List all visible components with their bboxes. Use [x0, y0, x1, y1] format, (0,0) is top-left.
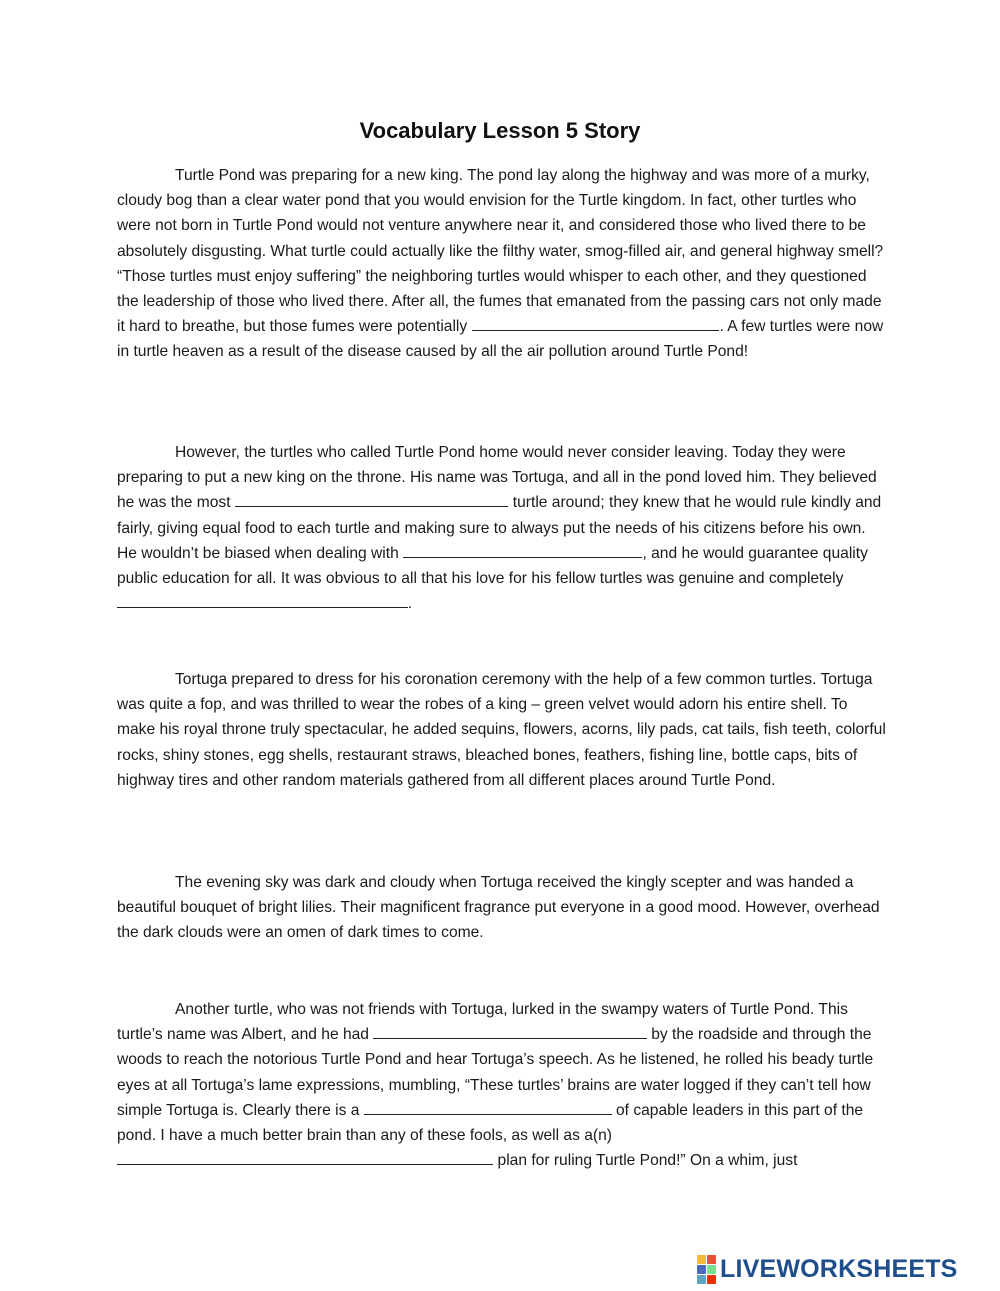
paragraph-text: Another turtle, who was not friends with Tortuga, lurked in the swampy waters of Turtle Pond. This turtle’s name was Albert, and he had: [117, 1001, 848, 1044]
paragraph-text: .: [407, 595, 413, 613]
paragraph-text: However, the turtles who called Turtle Pond home would never consider leaving. Today they were preparing to put a new king on the throne. His name was Tortuga, and all in the pond loved him. They believed he was the most: [117, 444, 877, 512]
paragraph-text: The evening sky was dark and cloudy when Tortuga received the kingly scepter and was handed a beautiful bouquet of bright lilies. Their magnificent fragrance put everyone in a good mood. However, overhead the dark clouds were an omen of dark times to come.: [117, 874, 880, 942]
logo-block: [707, 1275, 716, 1284]
story-paragraph-1: [117, 163, 887, 365]
logo-block: [697, 1265, 706, 1274]
answer-blank-4[interactable]: [117, 591, 408, 608]
logo-block: [697, 1255, 706, 1264]
answer-blank-5[interactable]: [373, 1022, 647, 1039]
answer-blank-7[interactable]: [117, 1148, 493, 1165]
answer-blank-3[interactable]: [403, 541, 642, 558]
answer-blank-6[interactable]: [364, 1098, 612, 1115]
liveworksheets-blocks-icon: [697, 1255, 716, 1284]
paragraph-text: , and he would guarantee quality public education for all. It was obvious to all that his love for his fellow turtles was genuine and completely: [117, 544, 868, 588]
story-paragraph-4: [117, 870, 887, 946]
logo-block: [697, 1275, 706, 1284]
story-paragraph-2: [117, 440, 887, 616]
paragraph-text: of capable leaders in this part of the pond. I have a much better brain than any of these fools, as well as a(n): [117, 1101, 864, 1145]
paragraph-text: Tortuga prepared to dress for his coronation ceremony with the help of a few common turtles. Tortuga was quite a fop, and was thrilled to wear the robes of a king – green velvet would adorn his entire shell. To make his royal throne truly spectacular, he added sequins, flowers, acorns, lily pads, cat tails, fish teeth, colorful rocks, shiny stones, egg shells, restaurant straws, bleached bones, feathers, fishing line, bottle caps, bits of highway tires and other random materials gathered from all different places around Turtle Pond.: [117, 671, 886, 789]
paragraph-text: Turtle Pond was preparing for a new king. The pond lay along the highway and was more of a murky, cloudy bog than a clear water pond that you would envision for the Turtle kingdom. In fact, other turtles who were not born in Turtle Pond would not venture anywhere near it, and considered those who lived there to be absolutely disgusting. What turtle could actually like the filthy water, smog-filled air, and general highway smell? “Those turtles must enjoy suffering” the neighboring turtles would whisper to each other, and they questioned the leadership of those who lived there. After all, the fumes that emanated from the passing cars not only made it hard to breathe, but those fumes were potentially: [117, 167, 884, 336]
logo-block: [707, 1255, 716, 1264]
logo-text: LIVEWORKSHEETS: [720, 1254, 958, 1283]
logo-block: [707, 1265, 716, 1274]
page-title: Vocabulary Lesson 5 Story: [359, 118, 641, 143]
story-paragraph-5: [117, 997, 887, 1173]
answer-blank-2[interactable]: [235, 490, 509, 507]
paragraph-text: plan for ruling Turtle Pond!” On a whim, just: [493, 1152, 798, 1170]
paragraph-text: turtle around; they knew that he would rule kindly and fairly, giving equal food to each turtle and making sure to always put the needs of his citizens before his own. He wouldn’t be biased when dealing with: [117, 494, 882, 562]
paragraph-text: by the roadside and through the woods to reach the notorious Turtle Pond and hear Tortuga’s speech. As he listened, he rolled his beady turtle eyes at all Tortuga’s lame expressions, mumbling, “These turtles’ brains are water logged if they can’t tell how simple Tortuga is. Clearly there is a: [117, 1026, 874, 1119]
paragraph-text: . A few turtles were now in turtle heaven as a result of the disease caused by all the air pollution around Turtle Pond!: [117, 318, 884, 361]
story-paragraph-3: [117, 667, 887, 793]
liveworksheets-logo: [697, 1254, 958, 1284]
answer-blank-1[interactable]: [472, 314, 720, 331]
